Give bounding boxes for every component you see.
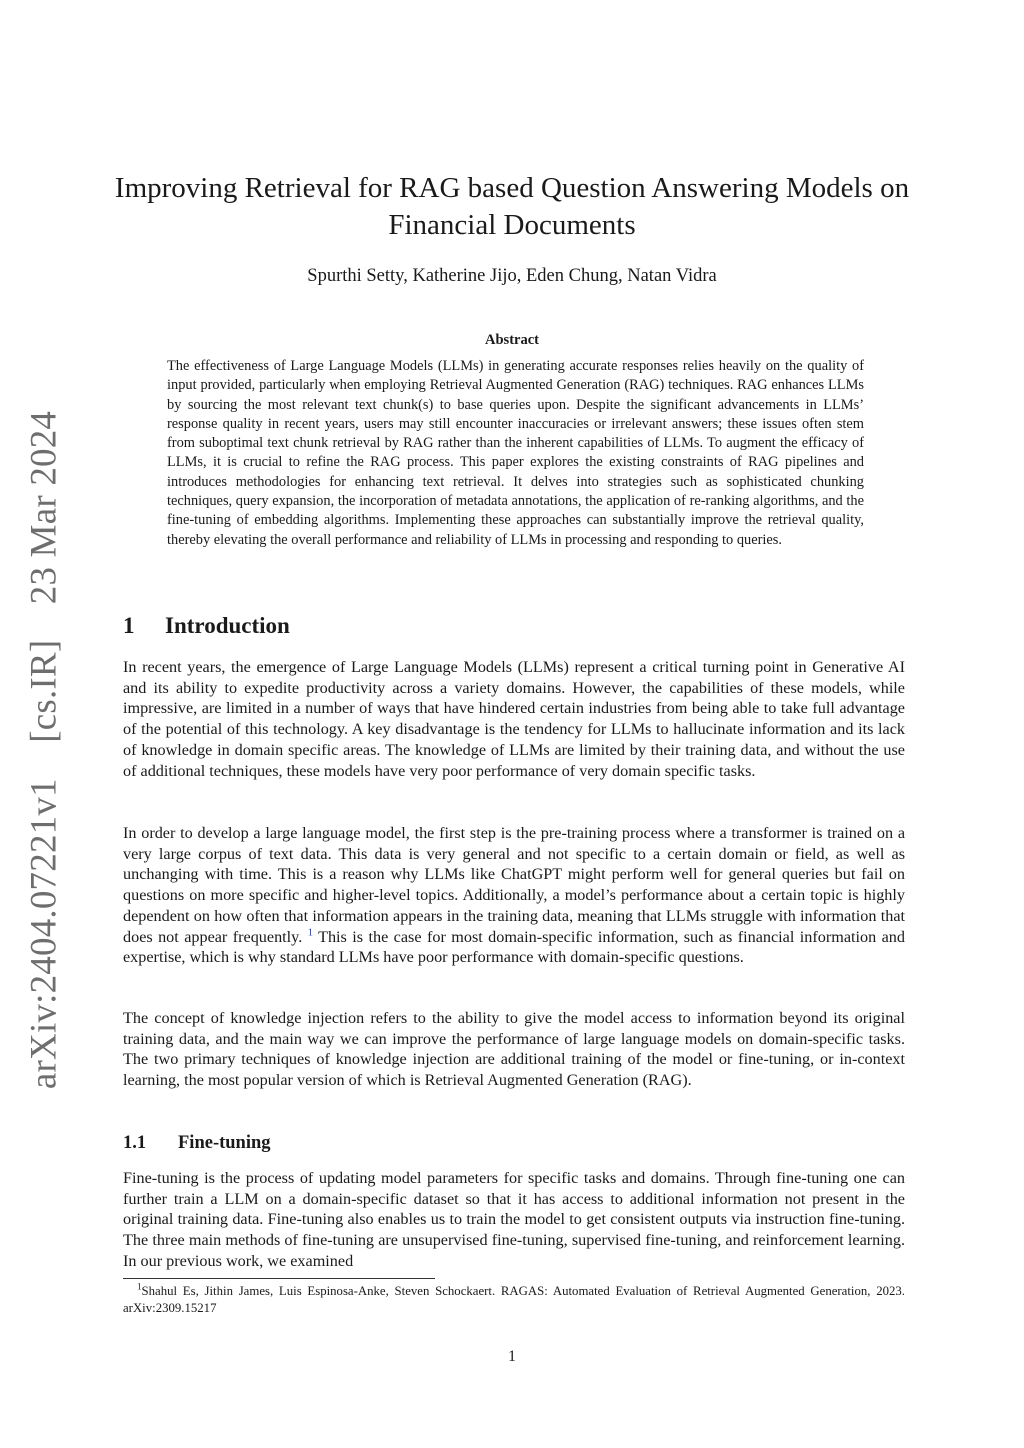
footnote — [123, 1283, 905, 1317]
section-title: Introduction — [165, 613, 290, 638]
abstract-text: The effectiveness of Large Language Models (LLMs) in generating accurate responses relies heavily on the quality of input provided, particularly when employing Retrieval Augmented Generation (RAG) techniques. RAG enhances LLMs by sourcing the most relevant text chunk(s) to base queries upon. Despite the significant advancements in LLMs’ response quality in recent years, users may still encounter inaccuracies or irrelevant answers; these issues often stem from suboptimal text chunk retrieval by RAG rather than the inherent capabilities of LLMs. To augment the efficacy of LLMs, it is crucial to refine the RAG process. This paper explores the existing constraints of RAG pipelines and introduces methodologies for enhancing text retrieval. It delves into strategies such as sophisticated chunking techniques, query expansion, the incorporation of metadata annotations, the application of re-ranking algorithms, and the fine-tuning of embedding algorithms. Implementing these approaches can substantially improve the retrieval quality, thereby elevating the overall performance and reliability of LLMs in processing and responding to queries. — [167, 358, 864, 548]
paragraph-text: In order to develop a large language model, the first step is the pre-training process where a transformer is trained on a very large corpus of text data. This data is very general and not specific to a certain domain or field, as well as unchanging with time. This is a reason why LLMs like ChatGPT might perform well for general queries but fail on questions on more specific and higher-level topics. Additionally, a model’s performance about a certain topic is highly dependent on how often that information appears in the training data, meaning that LLMs struggle with information that does not appear frequently. — [123, 824, 905, 946]
arxiv-date: 23 Mar 2024 — [23, 410, 65, 605]
intro-paragraph-1: In recent years, the emergence of Large Language Models (LLMs) represent a critical turning point in Generative AI and its ability to expedite productivity across a variety domains. However, the capabilities of these models, while impressive, are limited in a number of ways that have hindered certain industries from being able to take full advantage of the potential of this technology. A key disadvantage is the tendency for LLMs to hallucinate information and its lack of knowledge in domain specific areas. The knowledge of LLMs are limited by their training data, and without the use of additional techniques, these models have very poor performance of very domain specific tasks. — [123, 658, 905, 780]
arxiv-identifier-stamp — [23, 411, 66, 1089]
fine-tuning-paragraph: Fine-tuning is the process of updating model parameters for specific tasks and domains. Through fine-tuning one can further train a LLM on a domain-specific dataset so that it has access to additional information not present in the original training data. Fine-tuning also enables us to train the model to get consistent outputs via instruction fine-tuning. The three main methods of fine-tuning are unsupervised fine-tuning, supervised fine-tuning, and reinforcement learning. In our previous work, we examined — [123, 1169, 905, 1270]
abstract-heading: Abstract — [485, 332, 539, 348]
footnote-divider — [123, 1278, 435, 1279]
paper-title: Improving Retrieval for RAG based Question Answering Models on Financial Documents — [114, 172, 910, 241]
footnote-text: Shahul Es, Jithin James, Luis Espinosa-Anke, Steven Schockaert. RAGAS: Automated Evaluation of Retrieval Augmented Generation, 2023. arXiv:2309.15217 — [123, 1284, 905, 1315]
author-list: Spurthi Setty, Katherine Jijo, Eden Chung, Natan Vidra — [307, 266, 717, 286]
footnote-reference-link[interactable]: 1 — [307, 927, 313, 939]
subsection-title: Fine-tuning — [178, 1133, 271, 1153]
section-heading-introduction — [123, 613, 290, 639]
section-number: 1 — [123, 613, 135, 638]
subsection-heading-fine-tuning — [123, 1133, 271, 1154]
paragraph-text: This is the case for most domain-specific information, such as financial information and expertise, which is why standard LLMs have poor performance with domain-specific questions. — [123, 927, 905, 967]
intro-paragraph-2 — [123, 823, 905, 968]
arxiv-category: [cs.IR] — [23, 639, 65, 743]
intro-paragraph-3: The concept of knowledge injection refers to the ability to give the model access to information beyond its original training data, and the main way we can improve the performance of large language models on domain-specific tasks. The two primary techniques of knowledge injection are additional training of the model or fine-tuning, or in-context learning, the most popular version of which is Retrieval Augmented Generation (RAG). — [123, 1009, 905, 1090]
subsection-number: 1.1 — [123, 1133, 147, 1153]
footnote-marker: 1 — [137, 1281, 142, 1292]
page-number: 1 — [508, 1348, 516, 1365]
arxiv-id: arXiv:2404.07221v1 — [23, 778, 65, 1090]
